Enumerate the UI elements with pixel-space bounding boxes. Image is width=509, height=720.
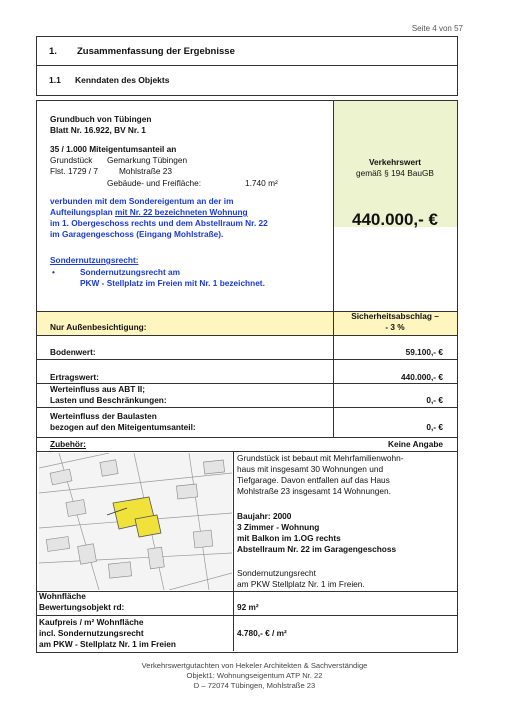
sondernutzung-line-1: Sondernutzungsrecht am — [80, 267, 181, 277]
flst: Flst. 1729 / 7 — [50, 166, 98, 176]
aussen-label: Nur Außenbesichtigung: — [50, 322, 147, 332]
description-line-1: Grundstück ist bebaut mit Mehrfamilienwohn- — [237, 453, 404, 463]
grundbuch: Grundbuch von Tübingen — [50, 114, 152, 124]
verkehrswert-basis: gemäß § 194 BauGB — [356, 168, 434, 178]
row-divider — [37, 591, 457, 592]
grundstueck-label: Grundstück — [50, 155, 93, 165]
description-line-2: haus mit insgesamt 30 Wohnungen und — [237, 464, 384, 474]
row-divider — [37, 437, 457, 438]
abt2-label-1: Werteinfluss aus ABT II; — [50, 384, 145, 394]
verbunden-line-3: im 1. Obergeschoss rechts und dem Abstellraum Nr. 22 — [50, 218, 268, 228]
verkehrswert-title: Verkehrswert — [368, 157, 422, 167]
baulast-label-2: bezogen auf den Miteigentumsanteil: — [50, 422, 196, 432]
zubehoer-label: Zubehör: — [50, 439, 86, 449]
verbunden-line-1: verbunden mit dem Sondereigentum an der im — [50, 196, 234, 206]
address: Mohlstraße 23 — [119, 166, 173, 176]
kaufpreis-label-1: Kaufpreis / m² Wohnfläche — [39, 617, 144, 627]
sondernutzung-line-2: PKW - Stellplatz im Freien mit Nr. 1 bezeichnet. — [80, 278, 265, 288]
wohnflaeche-label-1: Wohnfläche — [39, 591, 86, 601]
subsection-number: 1.1 — [49, 75, 61, 85]
wohnung-line-1: 3 Zimmer - Wohnung — [237, 522, 320, 532]
zubehoer-value: Keine Angabe — [387, 439, 443, 449]
site-map — [39, 453, 232, 590]
kaufpreis-label-3: am PKW - Stellplatz Nr. 1 im Freien — [39, 639, 176, 649]
wohnung-line-2: mit Balkon im 1.OG rechts — [237, 533, 341, 543]
blatt: Blatt Nr. 16.922, BV Nr. 1 — [50, 125, 146, 135]
footer-line-3: D – 72074 Tübingen, Mohlstraße 23 — [193, 681, 316, 690]
subsection-title: Kenndaten des Objekts — [75, 75, 170, 85]
row-divider — [37, 451, 457, 452]
abt2-value: 0,- € — [426, 395, 443, 405]
sicherheit-label: Sicherheitsabschlag – — [351, 311, 439, 321]
site-map-drawing — [39, 453, 232, 590]
sondernutzung-desc-2: am PKW Stellplatz Nr. 1 im Freien. — [237, 579, 365, 589]
kaufpreis-label-2: incl. Sondernutzungsrecht — [39, 628, 144, 638]
footer-line-1: Verkehrswertgutachten von Hekeler Architekten & Sachverständige — [141, 661, 368, 670]
section-title: Zusammenfassung der Ergebnisse — [77, 46, 235, 57]
sicherheit-value: - 3 % — [385, 322, 405, 332]
subsection-title-row — [37, 66, 457, 94]
miteigentumsanteil: 35 / 1.000 Miteigentumsanteil an — [50, 144, 177, 154]
row-divider — [37, 407, 457, 408]
row-divider — [37, 615, 457, 616]
abt2-label-2: Lasten und Beschränkungen: — [50, 395, 167, 405]
verbunden-line-4: im Garagengeschoss (Eingang Mohlstraße). — [50, 229, 224, 239]
bodenwert-value: 59.100,- € — [405, 347, 443, 357]
column-divider — [333, 101, 334, 437]
wohnflaeche-value: 92 m² — [237, 602, 259, 612]
property-data-table — [36, 100, 458, 653]
description-line-3: Tiefgarage. Davon entfallen auf das Haus — [237, 475, 390, 485]
ertragswert-value: 440.000,- € — [401, 372, 443, 382]
wohnung-line-3: Abstellraum Nr. 22 im Garagengeschoss — [237, 544, 397, 554]
footer — [0, 661, 509, 691]
flaeche-value: 1.740 m² — [245, 178, 278, 188]
sondernutzung-desc-1: Sondernutzungsrecht — [237, 568, 316, 578]
wohnflaeche-label-2: Bewertungsobjekt rd: — [39, 602, 125, 612]
row-divider — [37, 359, 457, 360]
section-title-row — [37, 37, 457, 66]
description-line-4: Mohlstraße 23 insgesamt 14 Wohnungen. — [237, 486, 391, 496]
footer-line-2: Objekt1: Wohnungseigentum ATP Nr. 22 — [186, 671, 323, 680]
column-divider-lower — [233, 451, 234, 651]
section-number: 1. — [49, 46, 57, 57]
verbunden-line-2: Aufteilungsplan mit Nr. 22 bezeichneten Wohnung — [50, 207, 248, 217]
baujahr: Baujahr: 2000 — [237, 511, 292, 521]
gemarkung: Gemarkung Tübingen — [107, 155, 188, 165]
flaeche-label: Gebäude- und Freifläche: — [107, 178, 202, 188]
verkehrswert-value: 440.000,- € — [351, 210, 438, 229]
kaufpreis-value: 4.780,- € / m² — [237, 628, 287, 638]
sondernutzung-title: Sondernutzungsrecht: — [50, 255, 139, 265]
section-header — [36, 36, 458, 96]
baulast-value: 0,- € — [426, 422, 443, 432]
ertragswert-label: Ertragswert: — [50, 372, 99, 382]
page-number: Seite 4 von 57 — [411, 24, 463, 33]
row-divider — [37, 335, 457, 336]
baulast-label-1: Werteinfluss der Baulasten — [50, 411, 157, 421]
bullet-icon: • — [52, 267, 55, 277]
bodenwert-label: Bodenwert: — [50, 347, 96, 357]
